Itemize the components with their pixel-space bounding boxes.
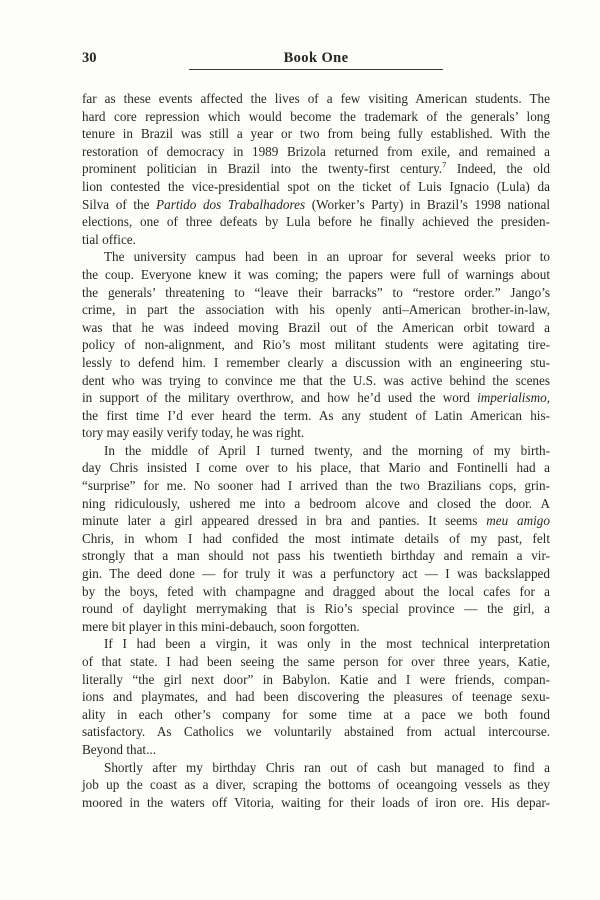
text-segment: strongly that a man should not pass his twentieth birthday and remain a vir- bbox=[82, 548, 550, 564]
text-segment: tory may easily verify today, he was right. bbox=[82, 425, 305, 441]
text-segment: policy of non-alignment, and Rio’s most militant students were agitating tire- bbox=[82, 337, 550, 353]
text-line bbox=[82, 248, 550, 266]
text-line bbox=[82, 512, 550, 530]
text-segment: lion contested the vice-presidential spot on the ticket of Luis Ignacio (Lula) da bbox=[82, 178, 550, 194]
text-line bbox=[82, 160, 550, 178]
title-rule bbox=[189, 69, 443, 70]
text-line bbox=[82, 354, 550, 372]
text-line bbox=[82, 600, 550, 618]
text-segment: Chris, in whom I had confided the most intimate details of my past, felt bbox=[82, 530, 550, 546]
text-segment: in support of the military overthrow, and how he’d used the word bbox=[82, 390, 478, 406]
running-title: Book One bbox=[283, 50, 349, 66]
text-line bbox=[82, 671, 550, 689]
text-line bbox=[82, 108, 550, 126]
text-line bbox=[82, 583, 550, 601]
text-segment: job up the coast as a diver, scraping the bottoms of oceangoing vessels as they bbox=[82, 777, 550, 793]
text-segment: was that he was indeed moving Brazil out of the American orbit toward a bbox=[82, 319, 550, 335]
text-line bbox=[82, 266, 550, 284]
text-line bbox=[82, 125, 550, 143]
text-line bbox=[82, 741, 550, 759]
text-line bbox=[82, 547, 550, 565]
text-segment: ning ridiculously, ushered me into a bedroom alcove and closed the door. A bbox=[82, 495, 550, 511]
text-segment: ions and playmates, and had been discovering the pleasures of teenage sexu- bbox=[82, 689, 550, 705]
text-segment: crime, in part the association with his openly anti–American brother-in-law, bbox=[82, 302, 550, 318]
text-line bbox=[82, 213, 550, 231]
text-line bbox=[82, 178, 550, 196]
text-segment: satisfactory. As Catholics we voluntarily abstained from actual intercourse. bbox=[82, 724, 550, 740]
paragraph bbox=[82, 248, 550, 442]
footnote-marker: 7 bbox=[442, 159, 447, 170]
paragraph bbox=[82, 90, 550, 248]
paragraph bbox=[82, 759, 550, 812]
text-segment: lessly to defend him. I remember clearly a discussion with an engineering stu- bbox=[82, 354, 550, 370]
paragraph bbox=[82, 442, 550, 636]
text-segment: Beyond that... bbox=[82, 741, 156, 757]
text-segment: day Chris insisted I come over to his place, that Mario and Fontinelli had a bbox=[82, 460, 550, 476]
text-line bbox=[82, 284, 550, 302]
text-line bbox=[82, 196, 550, 214]
text-segment: imperialismo bbox=[477, 390, 547, 406]
text-segment: The university campus had been in an uproar for several weeks prior to bbox=[104, 249, 550, 265]
text-block bbox=[82, 90, 550, 811]
text-line bbox=[82, 301, 550, 319]
text-segment: Indeed, the old bbox=[446, 161, 550, 177]
text-segment: ality in each other’s company for some time at a pace we both found bbox=[82, 706, 550, 722]
text-segment: “surprise” for me. No sooner had I arrived than the two Brazilians cops, grin- bbox=[82, 478, 550, 494]
text-line bbox=[82, 424, 550, 442]
text-segment: dent who was trying to convince me that the U.S. was active behind the scenes bbox=[82, 372, 550, 388]
text-segment: gin. The deed done — for truly it was a perfunctory act — I was backslapped bbox=[82, 566, 550, 582]
text-segment: of that state. I had been seeing the same person for over three years, Katie, bbox=[82, 654, 550, 669]
page-number: 30 bbox=[82, 50, 97, 66]
paragraph bbox=[82, 635, 550, 758]
page-header bbox=[82, 50, 550, 74]
text-line bbox=[82, 530, 550, 548]
text-line bbox=[82, 336, 550, 354]
text-line bbox=[82, 706, 550, 724]
text-line bbox=[82, 143, 550, 161]
text-segment: Silva of the bbox=[82, 196, 157, 212]
text-line bbox=[82, 319, 550, 337]
text-line bbox=[82, 688, 550, 706]
text-line bbox=[82, 776, 550, 794]
text-segment: (Worker’s Party) in Brazil’s 1998 national bbox=[305, 196, 550, 212]
text-segment: minute later a girl appeared dressed in bra and panties. It seems bbox=[82, 513, 487, 529]
text-segment: Shortly after my birthday Chris ran out of cash but managed to find a bbox=[104, 759, 550, 775]
text-segment: , bbox=[546, 390, 550, 406]
text-segment: far as these events affected the lives of a few visiting American students. The bbox=[82, 91, 550, 106]
text-segment: the first time I’d ever heard the term. As any student of Latin American his- bbox=[82, 407, 550, 423]
text-segment: literally “the girl next door” in Babylon. Katie and I were friends, compan- bbox=[82, 671, 550, 687]
text-segment: restoration of democracy in 1989 Brizola returned from exile, and remained a bbox=[82, 143, 550, 159]
text-segment: by the boys, feted with champagne and dragged about the local cafes for a bbox=[82, 583, 550, 599]
text-segment: hard core repression which would become the trademark of the generals’ long bbox=[82, 108, 550, 124]
text-line bbox=[82, 565, 550, 583]
text-segment: elections, one of three defeats by Lula before he finally achieved the presiden- bbox=[82, 214, 550, 230]
text-line bbox=[82, 618, 550, 636]
text-segment: moored in the waters off Vitoria, waiting for their loads of iron ore. His depar- bbox=[82, 794, 550, 810]
text-line bbox=[82, 477, 550, 495]
text-line bbox=[82, 90, 550, 108]
text-line bbox=[82, 495, 550, 513]
text-line bbox=[82, 794, 550, 812]
text-segment: the generals’ threatening to “leave their barracks” to “restore order.” Jango’s bbox=[82, 284, 550, 300]
text-segment: Partido dos Trabalhadores bbox=[156, 196, 306, 212]
text-segment: In the middle of April I turned twenty, and the morning of my birth- bbox=[104, 442, 550, 458]
text-line bbox=[82, 723, 550, 741]
text-line bbox=[82, 442, 550, 460]
text-segment: the coup. Everyone knew it was coming; the papers were full of warnings about bbox=[82, 266, 550, 282]
text-line bbox=[82, 231, 550, 249]
text-line bbox=[82, 372, 550, 390]
text-segment: tenure in Brazil was still a year or two from being fully established. With the bbox=[82, 126, 550, 142]
text-line bbox=[82, 653, 550, 671]
text-line bbox=[82, 389, 550, 407]
text-segment: prominent politician in Brazil into the twenty-first century. bbox=[82, 161, 443, 177]
text-segment: round of daylight merrymaking that is Rio’s special province — the girl, a bbox=[82, 601, 550, 617]
text-segment: mere bit player in this mini-debauch, soon forgotten. bbox=[82, 618, 360, 634]
text-line bbox=[82, 459, 550, 477]
text-line bbox=[82, 635, 550, 653]
text-line bbox=[82, 759, 550, 777]
text-line bbox=[82, 407, 550, 425]
text-segment: tial office. bbox=[82, 231, 136, 247]
text-segment: If I had been a virgin, it was only in the most technical interpretation bbox=[104, 636, 550, 652]
text-segment: meu amigo bbox=[486, 513, 550, 529]
